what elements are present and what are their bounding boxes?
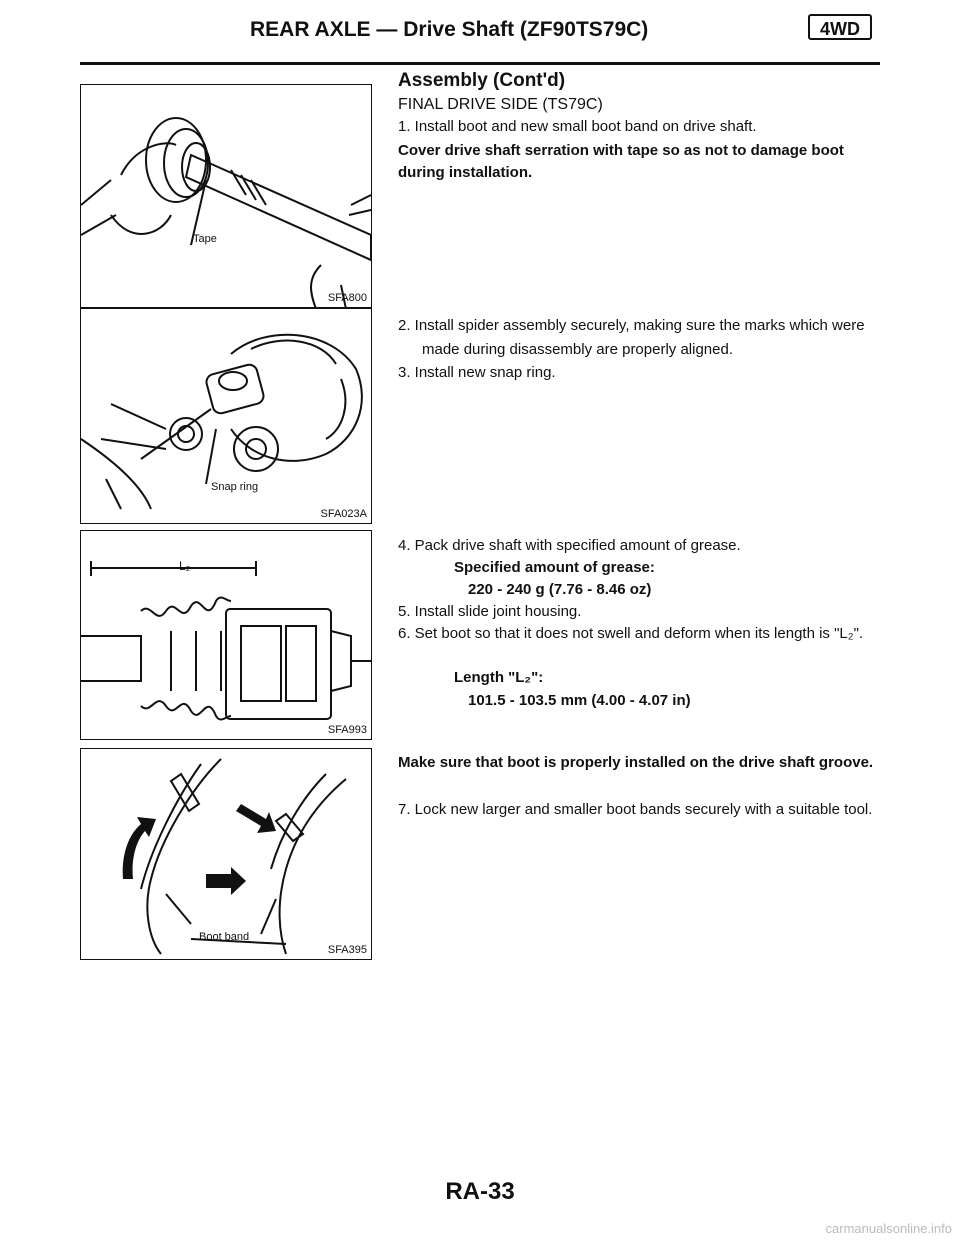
step-3: 3. Install new snap ring. bbox=[398, 364, 556, 381]
page-number: RA-33 bbox=[445, 1178, 515, 1205]
step-6: 6. Set boot so that it does not swell and deform when its length is "L₂". bbox=[398, 625, 864, 642]
step-4: 4. Pack drive shaft with specified amount of grease. bbox=[398, 537, 741, 554]
length-spec-label: Length "L₂": bbox=[454, 669, 544, 686]
step-1: 1. Install boot and new small boot band on drive shaft. bbox=[398, 118, 757, 135]
section-subheading: FINAL DRIVE SIDE (TS79C) bbox=[398, 96, 603, 113]
4wd-badge: 4WD bbox=[808, 14, 872, 40]
watermark: carmanualsonline.info bbox=[825, 1221, 952, 1236]
step-2: 2. Install spider assembly securely, making sure the marks which were made during disassembly are properly aligned. bbox=[398, 317, 865, 358]
boot-band-illustration bbox=[81, 749, 372, 960]
grease-spec-label: Specified amount of grease: bbox=[454, 559, 655, 576]
figure-code: SFA800 bbox=[327, 292, 367, 304]
figure-code: SFA023A bbox=[320, 508, 367, 520]
grease-spec-value: 220 - 240 g (7.76 - 8.46 oz) bbox=[468, 581, 652, 598]
figure-boot-length bbox=[80, 530, 372, 740]
snap-ring-callout: Snap ring bbox=[211, 481, 259, 493]
boot-length-illustration bbox=[81, 531, 372, 740]
page-header-title: REAR AXLE — Drive Shaft (ZF90TS79C) bbox=[250, 18, 649, 41]
step-7: 7. Lock new larger and smaller boot bands securely with a suitable tool. bbox=[398, 801, 873, 818]
section-heading: Assembly (Cont'd) bbox=[398, 70, 566, 91]
groove-note: Make sure that boot is properly installed on the drive shaft groove. bbox=[398, 754, 874, 771]
figure-boot-band bbox=[80, 748, 372, 960]
figure-code: SFA395 bbox=[327, 944, 367, 956]
tape-callout: Tape bbox=[193, 233, 217, 245]
step-1-note: Cover drive shaft serration with tape so as not to damage boot during installation. bbox=[398, 142, 844, 181]
length-spec-value: 101.5 - 103.5 mm (4.00 - 4.07 in) bbox=[468, 692, 691, 709]
figure-snap-ring bbox=[80, 308, 372, 524]
length-l2-callout: L₂ bbox=[179, 559, 191, 573]
figure-code: SFA993 bbox=[327, 724, 367, 736]
figure-tape bbox=[80, 84, 372, 308]
tape-illustration bbox=[81, 85, 372, 308]
header-rule bbox=[80, 62, 880, 65]
boot-band-callout: Boot band bbox=[199, 931, 250, 943]
step-5: 5. Install slide joint housing. bbox=[398, 603, 582, 620]
